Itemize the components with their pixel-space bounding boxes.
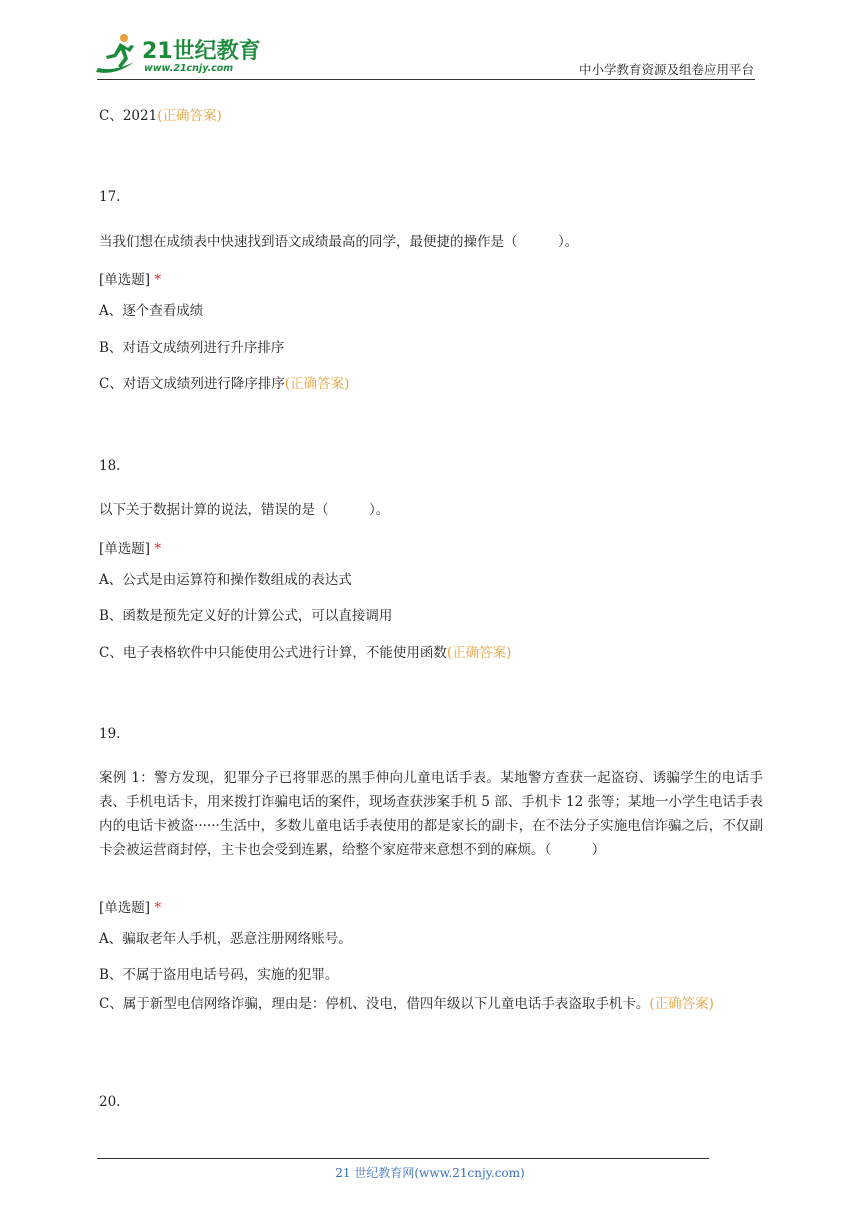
q18-option-a[interactable]: A、公式是由运算符和操作数组成的表达式 bbox=[99, 572, 352, 588]
required-star: * bbox=[154, 900, 162, 916]
correct-answer-label: (正确答案) bbox=[446, 645, 512, 661]
header-divider bbox=[97, 79, 755, 80]
q16-option-c[interactable]: C、2021(正确答案) bbox=[99, 108, 222, 124]
correct-answer-label: (正确答案) bbox=[157, 108, 222, 124]
q18-option-c[interactable]: C、电子表格软件中只能使用公式进行计算，不能使用函数(正确答案) bbox=[99, 645, 512, 661]
q19-option-a[interactable]: A、骗取老年人手机，恶意注册网络账号。 bbox=[99, 931, 352, 947]
footer-divider bbox=[97, 1158, 709, 1159]
required-star: * bbox=[154, 272, 162, 288]
q20-number: 20. bbox=[99, 1094, 121, 1110]
q18-type: [单选题] * bbox=[99, 541, 162, 557]
required-star: * bbox=[154, 541, 162, 557]
runner-icon bbox=[94, 32, 140, 76]
footer-link[interactable]: 21 世纪教育网(www.21cnjy.com) bbox=[335, 1166, 525, 1180]
q17-number: 17. bbox=[99, 189, 121, 205]
logo bbox=[94, 32, 264, 80]
logo-url: www.21cnjy.com bbox=[144, 63, 234, 74]
q19-option-c[interactable]: C、属于新型电信网络诈骗，理由是：停机、没电，借四年级以下儿童电话手表盗取手机卡。(正确答案) bbox=[99, 996, 714, 1012]
q19-stem: 案例 1：警方发现，犯罪分子已将罪恶的黑手伸向儿童电话手表。某地警方查获一起盗窃、诱骗学生的电话手表、手机电话卡，用来拨打诈骗电话的案件，现场查获涉案手机 5 部、手机卡 12 张等；某地一小学生电话手表内的电话卡被盗······生活中，多数儿童电话手表使用的都是家长的副卡，在不法分子实施电信诈骗之后，不仅副卡会被运营商封停，主卡也会受到连累，给整个家庭带来意想不到的麻烦。（ ） bbox=[99, 770, 763, 858]
q19-type: [单选题] * bbox=[99, 900, 162, 916]
q17-stem: 当我们想在成绩表中快速找到语文成绩最高的同学，最便捷的操作是（ ）。 bbox=[99, 234, 579, 250]
q18-stem: 以下关于数据计算的说法，错误的是（ ）。 bbox=[99, 502, 390, 518]
q17-option-c[interactable]: C、对语文成绩列进行降序排序(正确答案) bbox=[99, 376, 350, 392]
correct-answer-label: (正确答案) bbox=[284, 376, 350, 392]
page-header bbox=[0, 0, 860, 82]
q18-option-b[interactable]: B、函数是预先定义好的计算公式，可以直接调用 bbox=[99, 608, 393, 624]
logo-text: 21世纪教育 bbox=[142, 39, 261, 64]
q17-option-a[interactable]: A、逐个查看成绩 bbox=[99, 303, 204, 319]
q19-option-b[interactable]: B、不属于盗用电话号码，实施的犯罪。 bbox=[99, 967, 339, 983]
q19-number: 19. bbox=[99, 726, 121, 742]
q18-number: 18. bbox=[99, 458, 121, 474]
q17-type: [单选题] * bbox=[99, 272, 162, 288]
q17-option-b[interactable]: B、对语文成绩列进行升序排序 bbox=[99, 340, 285, 356]
correct-answer-label: (正确答案) bbox=[649, 996, 714, 1012]
platform-name: 中小学教育资源及组卷应用平台 bbox=[578, 62, 754, 77]
